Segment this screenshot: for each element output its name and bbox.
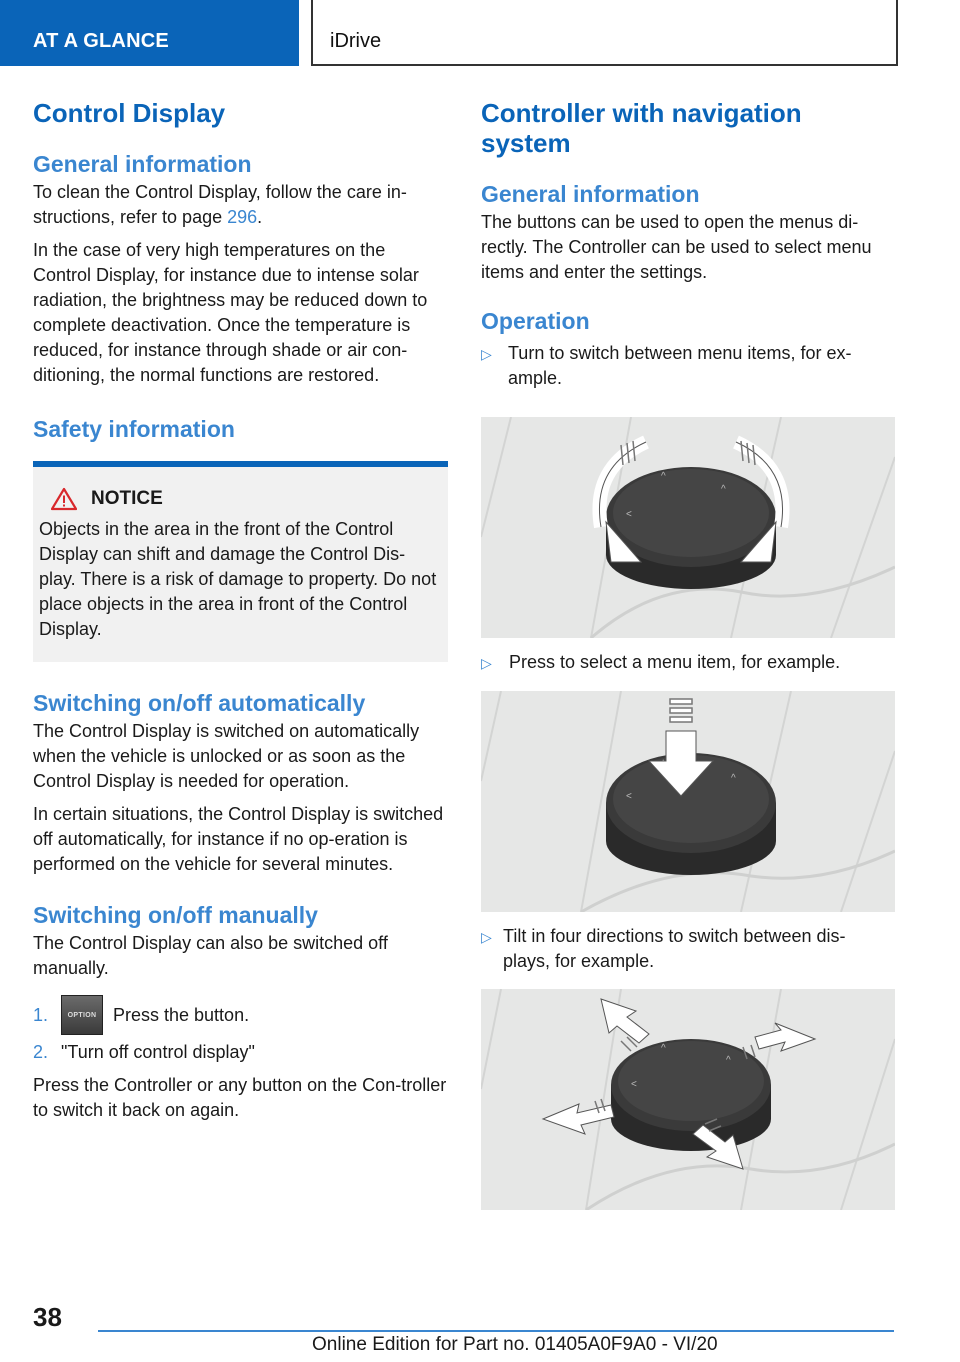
operation-item	[481, 924, 891, 974]
notice-label: NOTICE	[91, 488, 163, 509]
step-item	[33, 995, 448, 1035]
manual-paragraph-2: Press the Controller or any button on the Con-troller to switch it back on again.	[33, 1075, 447, 1120]
triangle-bullet-icon: ▷	[481, 346, 492, 362]
auto-paragraph-1: The Control Display is switched on automatically when the vehicle is unlocked or as soon as the Control Display is needed for operation.	[33, 721, 420, 791]
controller-general-heading: General information	[481, 181, 700, 207]
step-item	[33, 1040, 448, 1065]
auto-paragraph-2: In certain situations, the Control Display is switched off automatically, for instance if no op-eration is performed on the vehicle for several minutes.	[33, 804, 444, 874]
edition-note: Online Edition for Part no. 01405A0F9A0 - VI/20	[312, 1334, 718, 1355]
operation-list	[481, 341, 891, 391]
operation-heading: Operation	[481, 308, 590, 334]
operation-text: Tilt in four directions to switch between dis-plays, for example.	[503, 926, 846, 971]
footer-divider	[98, 1330, 894, 1332]
controller-mark: <	[626, 791, 632, 802]
section-tab	[0, 0, 299, 66]
left-column	[33, 98, 448, 1123]
controller-mark: <	[631, 1079, 637, 1090]
chapter-label: iDrive	[330, 30, 382, 52]
control-display-title: Control Display	[33, 98, 226, 128]
operation-text: Turn to switch between menu items, for ex-ample.	[507, 343, 852, 388]
temperature-paragraph: In the case of very high temperatures on the Control Display, for instance due to intense solar radiation, the brightness may be reduced down to complete deactivation. Once the temperature is reduced, for instance through shade or air con-ditioning, the normal functions are restored.	[33, 240, 428, 385]
section-label: AT A GLANCE	[33, 30, 169, 52]
manual-switch-heading: Switching on/off manually	[33, 902, 318, 928]
warning-icon	[51, 487, 77, 511]
step-number: 1.	[33, 1004, 49, 1025]
controller-mark: ^	[731, 773, 736, 784]
operation-list	[481, 924, 891, 974]
general-info-heading: General information	[33, 151, 252, 177]
controller-mark: ^	[721, 484, 726, 495]
page-number: 38	[33, 1302, 62, 1332]
steps-list	[33, 995, 448, 1065]
notice-box	[33, 461, 448, 662]
chapter-tab	[311, 0, 898, 66]
option-button-icon: OPTION	[61, 995, 103, 1035]
right-column	[481, 98, 891, 1210]
controller-press-illustration	[481, 691, 895, 912]
manual-paragraph-1: The Control Display can also be switched off manually.	[33, 933, 388, 978]
operation-item	[481, 650, 891, 676]
notice-text: Objects in the area in the front of the Control Display can shift and damage the Control Dis-play. There is a risk of damage to property. Do not place objects in the area in front of the Control Display.	[39, 519, 437, 639]
operation-item	[481, 341, 891, 391]
step-number: 2.	[33, 1042, 49, 1062]
controller-turn-illustration	[481, 417, 895, 638]
controller-mark: ^	[661, 471, 666, 482]
safety-info-heading: Safety information	[33, 416, 235, 442]
operation-list	[481, 650, 891, 676]
step-text: Press the button.	[113, 1004, 250, 1025]
triangle-bullet-icon: ▷	[481, 929, 492, 945]
controller-general-paragraph: The buttons can be used to open the menus di-rectly. The Controller can be used to select menu items and enter the settings.	[481, 212, 872, 282]
auto-switch-heading: Switching on/off automatically	[33, 690, 366, 716]
triangle-bullet-icon: ▷	[481, 655, 492, 671]
controller-mark: ^	[726, 1055, 731, 1066]
step-text: "Turn off control display"	[61, 1042, 255, 1062]
care-paragraph: To clean the Control Display, follow the care in-structions, refer to page 296.	[33, 182, 407, 227]
controller-title: Controller with navigation system	[481, 98, 802, 158]
controller-mark: <	[626, 509, 632, 520]
controller-tilt-illustration	[481, 989, 895, 1210]
operation-text: Press to select a menu item, for example.	[509, 652, 841, 672]
page-link[interactable]: 296	[227, 207, 258, 227]
controller-mark: ^	[661, 1043, 666, 1054]
notice-header	[39, 487, 440, 511]
